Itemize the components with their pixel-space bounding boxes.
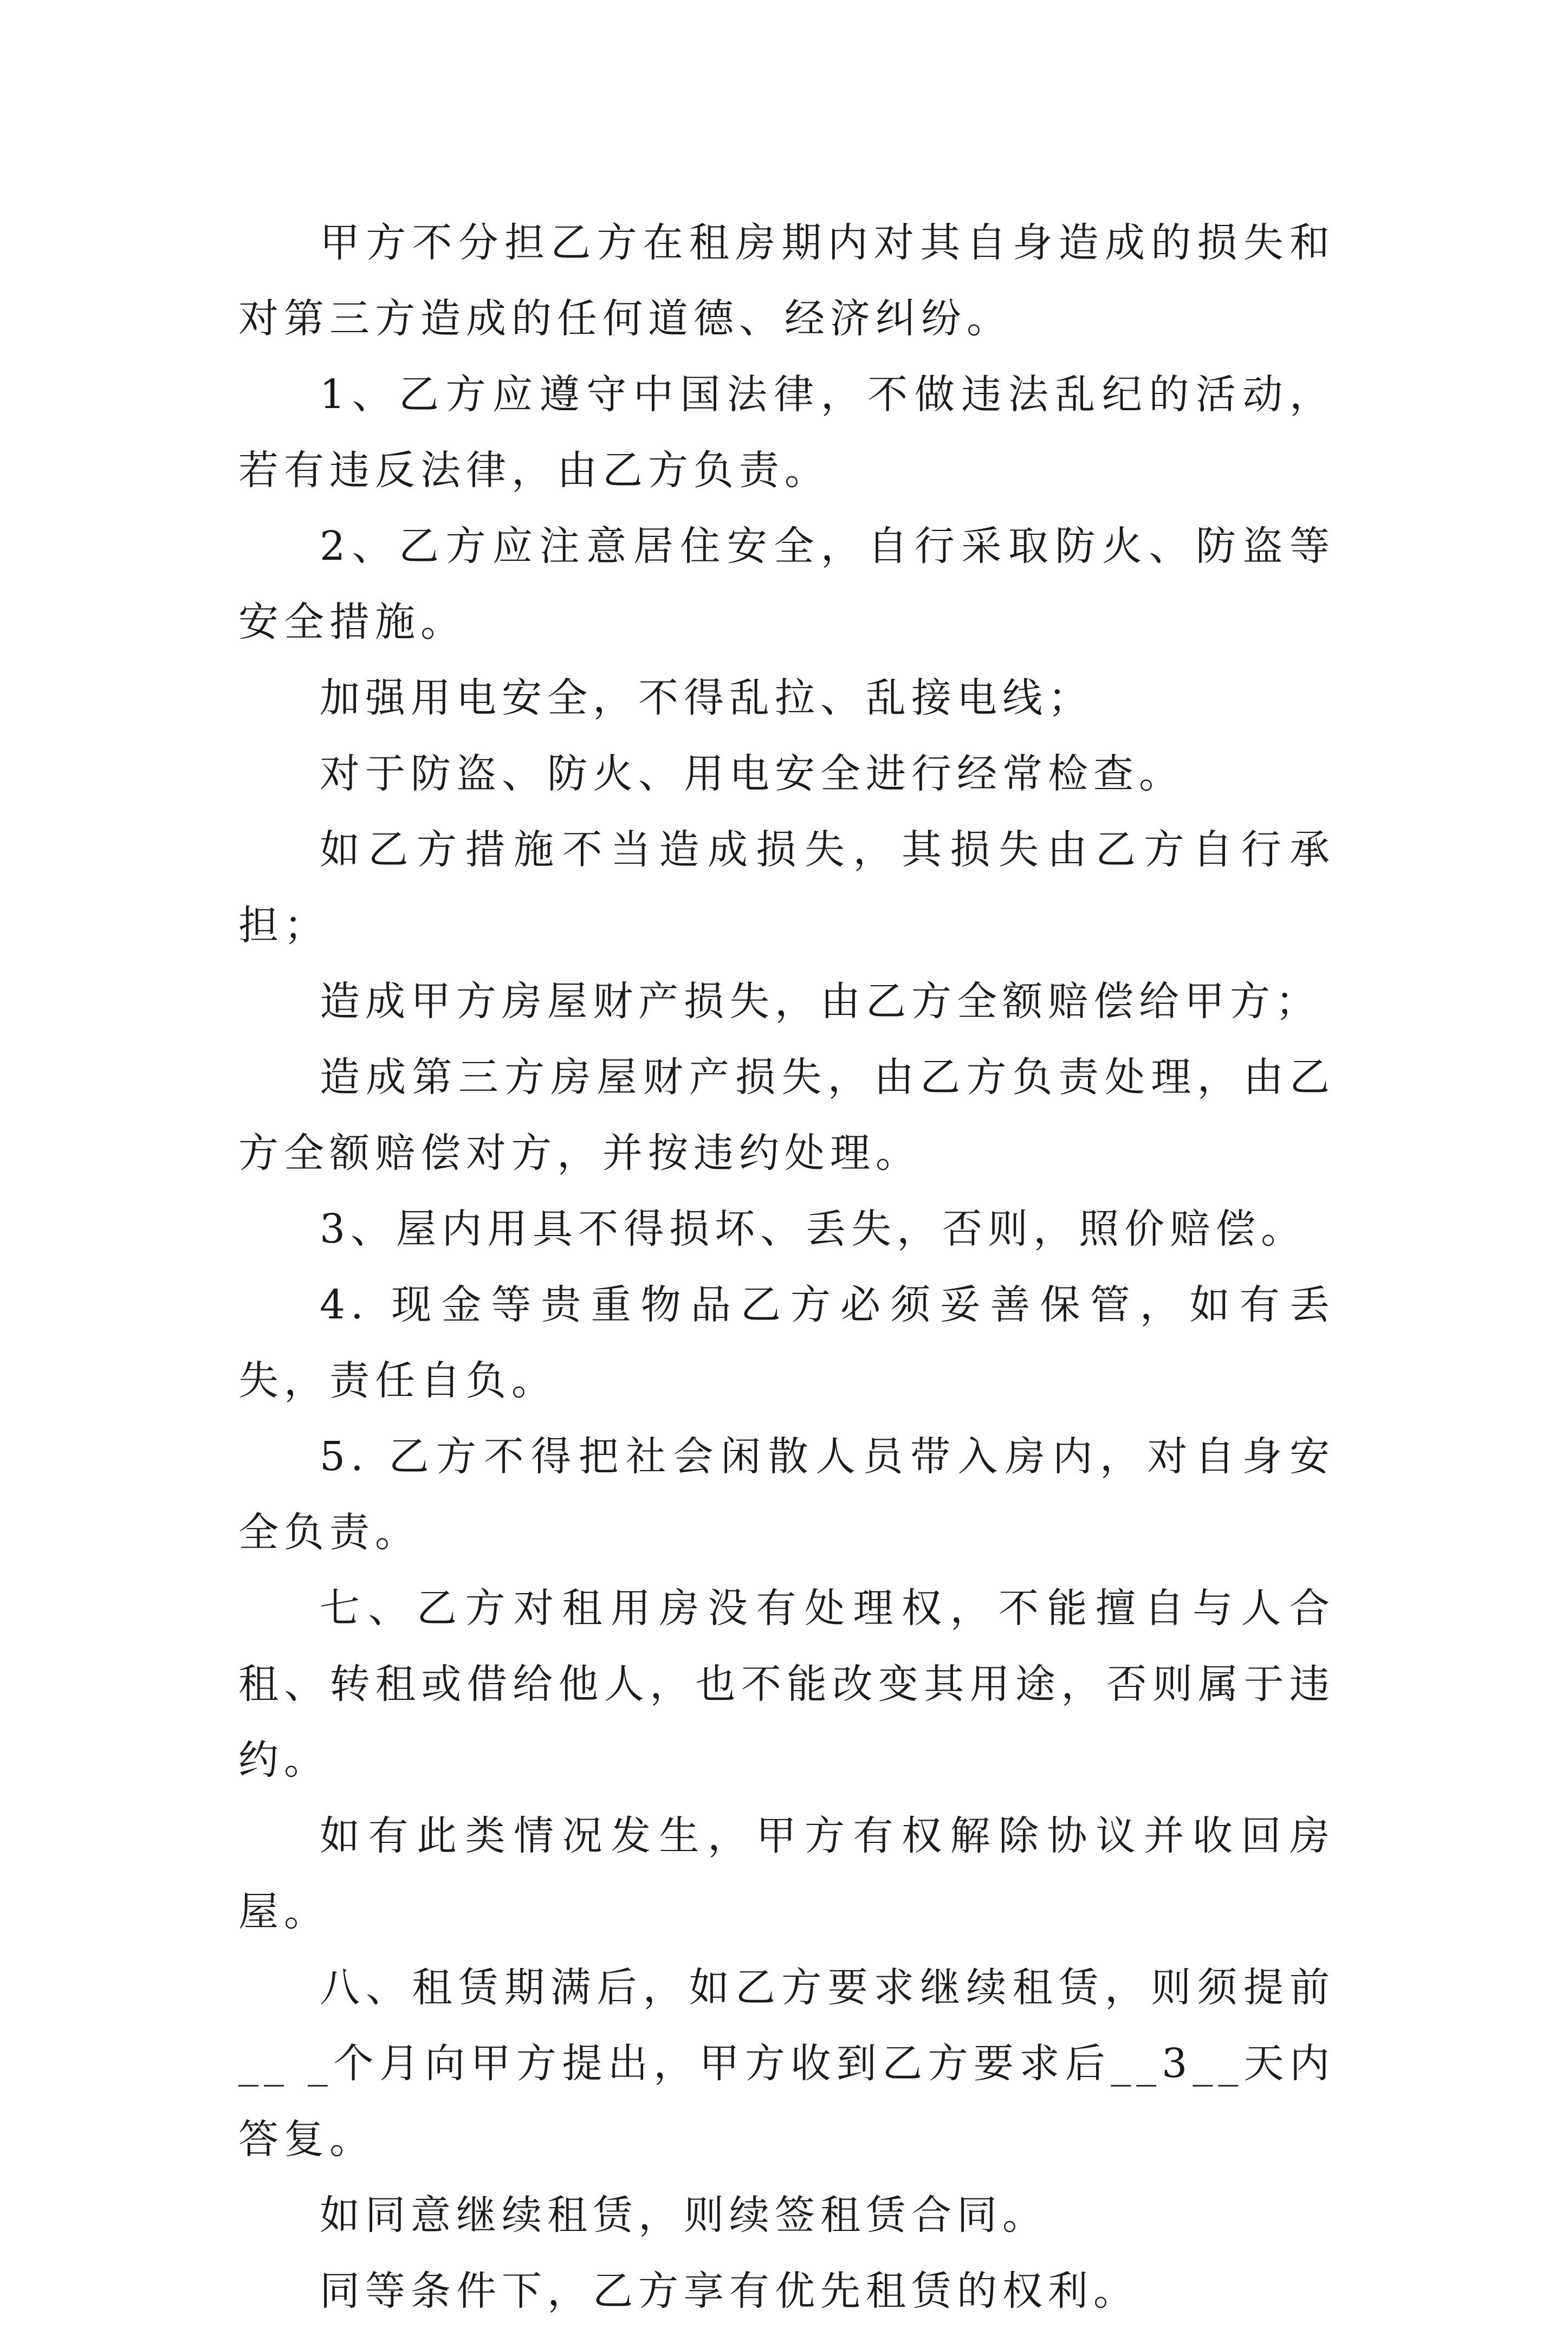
paragraph-loss-self-borne: 如乙方措施不当造成损失，其损失由乙方自行承担； xyxy=(238,826,1335,949)
paragraph-section-8: 八、租赁期满后，如乙方要求继续租赁，则须提前__ _个月向甲方提出，甲方收到乙方要求后__3__天内答复。 xyxy=(238,1964,1335,2163)
paragraph-compensate-party-a: 造成甲方房屋财产损失，由乙方全额赔偿给甲方； xyxy=(320,978,1321,1025)
document-body xyxy=(238,205,1335,2329)
paragraph-clause-5: 5. 乙方不得把社会闲散人员带入房内，对自身安全负责。 xyxy=(238,1433,1335,1556)
paragraph-electric-safety: 加强用电安全，不得乱拉、乱接电线； xyxy=(320,675,1093,721)
paragraph-regular-inspection: 对于防盗、防火、用电安全进行经常检查。 xyxy=(320,751,1184,797)
paragraph-renewal: 如同意继续租赁，则续签租赁合同。 xyxy=(320,2192,1048,2239)
paragraph-clause-4: 4. 现金等贵重物品乙方必须妥善保管，如有丢失，责任自负。 xyxy=(238,1282,1335,1404)
paragraph-compensate-third-party: 造成第三方房屋财产损失，由乙方负责处理，由乙方全额赔偿对方，并按违约处理。 xyxy=(238,1054,1335,1176)
paragraph-clause-2: 2、乙方应注意居住安全，自行采取防火、防盗等安全措施。 xyxy=(238,523,1335,645)
paragraph-priority-right: 同等条件下，乙方享有优先租赁的权利。 xyxy=(320,2268,1139,2314)
paragraph-clause-3: 3、屋内用具不得损坏、丢失，否则，照价赔偿。 xyxy=(320,1206,1307,1252)
paragraph-clause-1: 1、乙方应遵守中国法律，不做违法乱纪的活动，若有违反法律，由乙方负责。 xyxy=(238,371,1335,494)
paragraph-section-7: 七、乙方对租用房没有处理权，不能擅自与人合租、转租或借给他人，也不能改变其用途，否则属于违约。 xyxy=(238,1585,1335,1783)
paragraph-liability: 甲方不分担乙方在租房期内对其自身造成的损失和对第三方造成的任何道德、经济纠纷。 xyxy=(238,219,1335,342)
paragraph-termination-right: 如有此类情况发生，甲方有权解除协议并收回房屋。 xyxy=(238,1813,1335,1935)
